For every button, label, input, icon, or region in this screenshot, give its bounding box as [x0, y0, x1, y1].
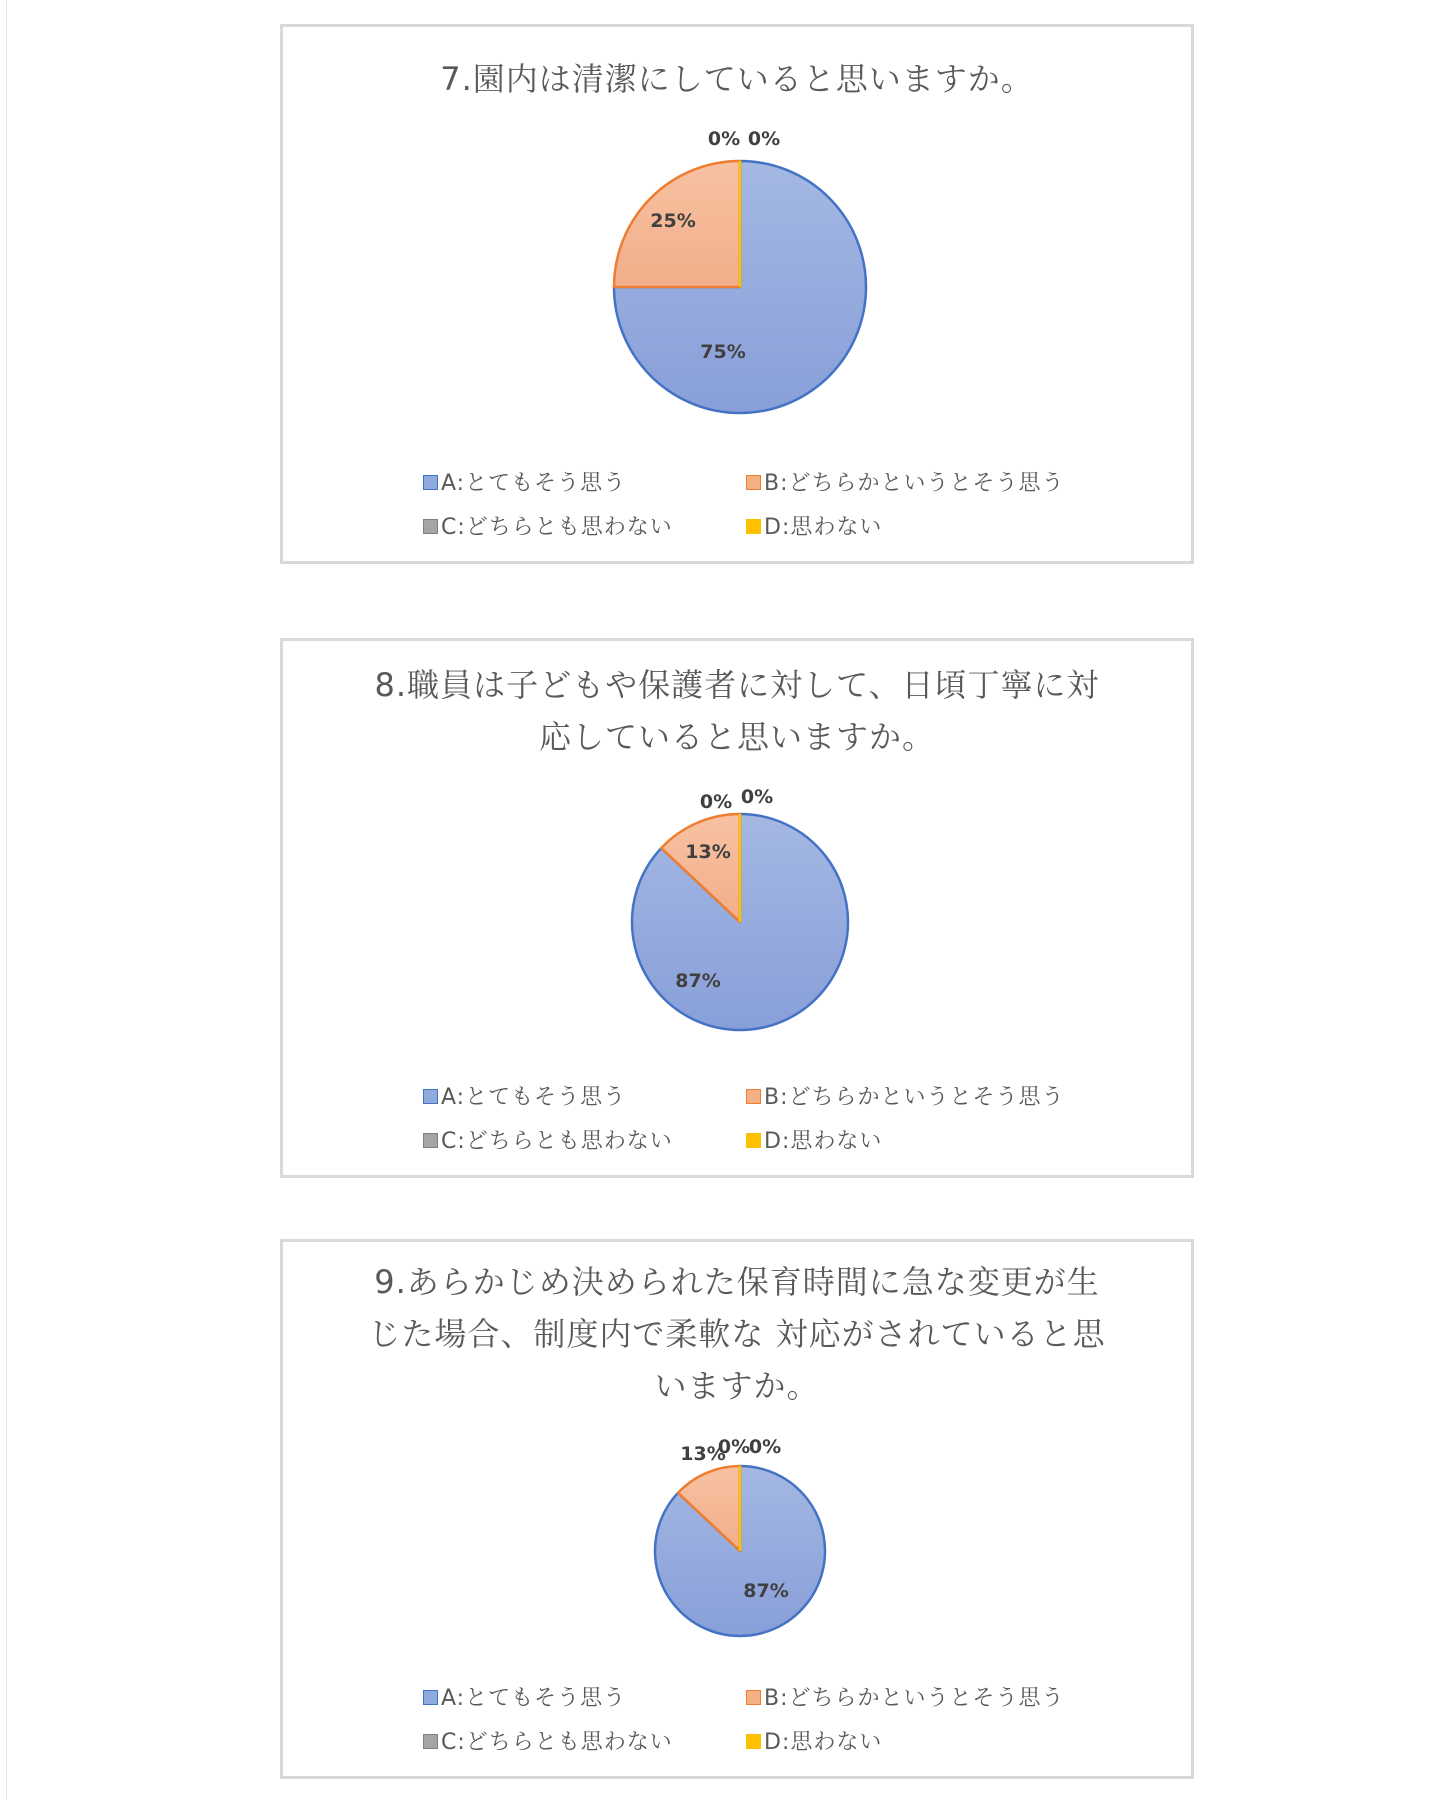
chart-title: 9.あらかじめ決められた保育時間に急な変更が生 じた場合、制度内で柔軟な 対応がされていると思 いますか。: [368, 1263, 1106, 1405]
chart-legend: [423, 1686, 1123, 1776]
chart-title: 7.園内は清潔にしていると思いますか。: [440, 60, 1034, 98]
legend-item-B: [746, 471, 1065, 497]
data-label-A: 87%: [675, 970, 721, 992]
data-label-A: 87%: [743, 1580, 789, 1602]
data-label-B: 13%: [685, 841, 731, 863]
legend-item-A: [423, 1686, 626, 1712]
legend-swatch: [423, 1089, 438, 1104]
legend-label: D:思わない: [764, 515, 883, 540]
legend-label: A:とてもそう思う: [441, 471, 627, 496]
legend-item-C: [423, 1730, 673, 1756]
legend-label: B:どちらかというとそう思う: [764, 1686, 1065, 1711]
data-label-C: 0%: [707, 128, 741, 150]
legend-swatch: [423, 519, 438, 534]
chart-legend: [423, 471, 1123, 561]
legend-label: C:どちらとも思わない: [441, 515, 673, 540]
legend-label: D:思わない: [764, 1730, 883, 1755]
chart-card-7: [280, 24, 1194, 564]
legend-item-B: [746, 1085, 1065, 1111]
legend-swatch: [746, 519, 761, 534]
legend-label: A:とてもそう思う: [441, 1085, 627, 1110]
legend-item-D: [746, 515, 882, 541]
chart-legend: [423, 1085, 1123, 1175]
legend-label: C:どちらとも思わない: [441, 1129, 673, 1154]
data-label-A: 75%: [700, 341, 746, 363]
data-label-B: 13%: [680, 1443, 726, 1465]
legend-swatch: [746, 1734, 761, 1749]
legend-swatch: [746, 1690, 761, 1705]
chart-title: 8.職員は子どもや保護者に対して、日頃丁寧に対 応していると思いますか。: [374, 666, 1100, 756]
data-label-D: 0%: [747, 128, 781, 150]
data-label-B: 25%: [650, 210, 696, 232]
legend-item-A: [423, 1085, 626, 1111]
chart-card-8: [280, 638, 1194, 1178]
legend-item-D: [746, 1129, 882, 1155]
legend-label: A:とてもそう思う: [441, 1686, 627, 1711]
data-label-D: 0%: [748, 1436, 782, 1458]
legend-swatch: [746, 475, 761, 490]
legend-item-D: [746, 1730, 882, 1756]
chart-card-9: [280, 1239, 1194, 1779]
legend-swatch: [423, 475, 438, 490]
legend-item-B: [746, 1686, 1065, 1712]
legend-label: B:どちらかというとそう思う: [764, 1085, 1065, 1110]
legend-item-A: [423, 471, 626, 497]
legend-item-C: [423, 1129, 673, 1155]
legend-label: C:どちらとも思わない: [441, 1730, 673, 1755]
data-label-C: 0%: [717, 1436, 751, 1458]
legend-swatch: [746, 1133, 761, 1148]
page-left-border: [6, 0, 7, 1800]
legend-swatch: [423, 1133, 438, 1148]
legend-swatch: [423, 1690, 438, 1705]
legend-label: D:思わない: [764, 1129, 883, 1154]
legend-swatch: [423, 1734, 438, 1749]
legend-label: B:どちらかというとそう思う: [764, 471, 1065, 496]
legend-swatch: [746, 1089, 761, 1104]
data-label-D: 0%: [740, 786, 774, 808]
legend-item-C: [423, 515, 673, 541]
data-label-C: 0%: [699, 791, 733, 813]
